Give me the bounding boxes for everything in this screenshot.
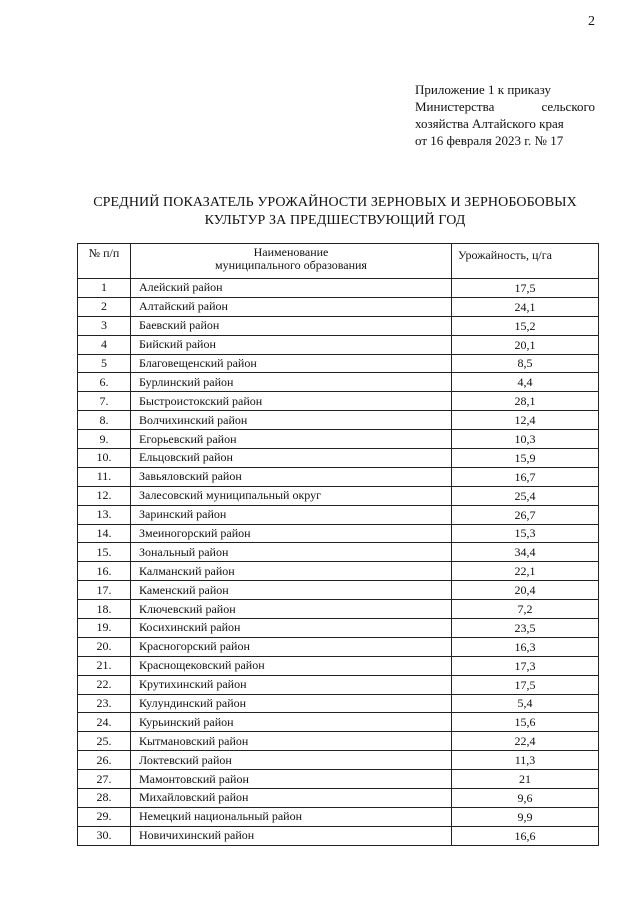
row-yield-value: 7,2 <box>452 600 599 619</box>
table-row <box>78 524 599 543</box>
row-yield-value: 4,4 <box>452 373 599 392</box>
row-district-name: Завьяловский район <box>131 467 452 486</box>
document-title <box>80 194 590 230</box>
row-number: 20. <box>78 637 131 656</box>
row-district-name: Калманский район <box>131 562 452 581</box>
table-row <box>78 279 599 298</box>
row-number: 29. <box>78 807 131 826</box>
page-number: 2 <box>588 14 595 29</box>
row-district-name: Косихинский район <box>131 619 452 638</box>
table-row <box>78 297 599 316</box>
table-row <box>78 751 599 770</box>
row-number: 21. <box>78 656 131 675</box>
row-number: 30. <box>78 826 131 845</box>
row-district-name: Кытмановский район <box>131 732 452 751</box>
row-district-name: Залесовский муниципальный округ <box>131 486 452 505</box>
row-number: 8. <box>78 411 131 430</box>
row-yield-value: 9,6 <box>452 789 599 808</box>
row-number: 24. <box>78 713 131 732</box>
row-yield-value: 17,5 <box>452 279 599 298</box>
title-line-1: СРЕДНИЙ ПОКАЗАТЕЛЬ УРОЖАЙНОСТИ ЗЕРНОВЫХ И ЗЕРНОБОБОВЫХ <box>93 195 577 210</box>
row-number: 26. <box>78 751 131 770</box>
row-yield-value: 5,4 <box>452 694 599 713</box>
row-number: 14. <box>78 524 131 543</box>
row-yield-value: 10,3 <box>452 430 599 449</box>
appendix-note <box>415 81 595 149</box>
row-yield-value: 24,1 <box>452 297 599 316</box>
row-yield-value: 15,6 <box>452 713 599 732</box>
table-row <box>78 770 599 789</box>
row-number: 6. <box>78 373 131 392</box>
row-district-name: Ельцовский район <box>131 449 452 468</box>
row-number: 13. <box>78 505 131 524</box>
row-number: 5 <box>78 354 131 373</box>
table-row <box>78 392 599 411</box>
row-number: 2 <box>78 297 131 316</box>
row-yield-value: 8,5 <box>452 354 599 373</box>
row-number: 17. <box>78 581 131 600</box>
table-row <box>78 373 599 392</box>
row-district-name: Ключевский район <box>131 600 452 619</box>
row-yield-value: 16,7 <box>452 467 599 486</box>
table-row <box>78 543 599 562</box>
header-name-line-1: Наименование <box>253 245 329 259</box>
table-row <box>78 675 599 694</box>
row-yield-value: 17,3 <box>452 656 599 675</box>
row-district-name: Егорьевский район <box>131 430 452 449</box>
row-yield-value: 22,1 <box>452 562 599 581</box>
row-yield-value: 17,5 <box>452 675 599 694</box>
table-row <box>78 826 599 845</box>
row-district-name: Немецкий национальный район <box>131 807 452 826</box>
row-district-name: Красногорский район <box>131 637 452 656</box>
row-number: 28. <box>78 789 131 808</box>
table-row <box>78 637 599 656</box>
row-number: 3 <box>78 316 131 335</box>
table-row <box>78 619 599 638</box>
row-district-name: Заринский район <box>131 505 452 524</box>
row-district-name: Мамонтовский район <box>131 770 452 789</box>
row-number: 9. <box>78 430 131 449</box>
row-yield-value: 21 <box>452 770 599 789</box>
row-district-name: Волчихинский район <box>131 411 452 430</box>
row-number: 16. <box>78 562 131 581</box>
row-number: 23. <box>78 694 131 713</box>
row-district-name: Змеиногорский район <box>131 524 452 543</box>
table-row <box>78 562 599 581</box>
row-district-name: Краснощековский район <box>131 656 452 675</box>
table-row <box>78 581 599 600</box>
row-yield-value: 23,5 <box>452 619 599 638</box>
appendix-line-3: хозяйства Алтайского края <box>415 116 564 131</box>
appendix-line-2-left: Министерства <box>415 99 495 114</box>
row-yield-value: 15,9 <box>452 449 599 468</box>
row-yield-value: 9,9 <box>452 807 599 826</box>
table-row <box>78 430 599 449</box>
row-district-name: Кулундинский район <box>131 694 452 713</box>
row-district-name: Алейский район <box>131 279 452 298</box>
table-row <box>78 732 599 751</box>
row-yield-value: 16,3 <box>452 637 599 656</box>
row-district-name: Быстроистокский район <box>131 392 452 411</box>
row-district-name: Баевский район <box>131 316 452 335</box>
row-district-name: Михайловский район <box>131 789 452 808</box>
appendix-line-4: от 16 февраля 2023 г. № 17 <box>415 133 564 148</box>
row-number: 18. <box>78 600 131 619</box>
row-district-name: Каменский район <box>131 581 452 600</box>
yield-table <box>77 243 599 846</box>
row-number: 10. <box>78 449 131 468</box>
table-row <box>78 449 599 468</box>
row-yield-value: 25,4 <box>452 486 599 505</box>
row-district-name: Зональный район <box>131 543 452 562</box>
header-number: № п/п <box>78 244 131 279</box>
table-row <box>78 789 599 808</box>
header-name-line-2: муниципального образования <box>215 258 367 272</box>
row-yield-value: 20,1 <box>452 335 599 354</box>
row-district-name: Крутихинский район <box>131 675 452 694</box>
row-number: 19. <box>78 619 131 638</box>
table-row <box>78 505 599 524</box>
table-row <box>78 656 599 675</box>
row-number: 27. <box>78 770 131 789</box>
row-yield-value: 28,1 <box>452 392 599 411</box>
title-line-2: КУЛЬТУР ЗА ПРЕДШЕСТВУЮЩИЙ ГОД <box>204 213 466 228</box>
row-yield-value: 16,6 <box>452 826 599 845</box>
table-row <box>78 807 599 826</box>
row-district-name: Курьинский район <box>131 713 452 732</box>
row-number: 7. <box>78 392 131 411</box>
table-row <box>78 486 599 505</box>
row-yield-value: 12,4 <box>452 411 599 430</box>
row-number: 22. <box>78 675 131 694</box>
row-number: 4 <box>78 335 131 354</box>
row-district-name: Новичихинский район <box>131 826 452 845</box>
row-yield-value: 20,4 <box>452 581 599 600</box>
row-district-name: Алтайский район <box>131 297 452 316</box>
row-number: 11. <box>78 467 131 486</box>
appendix-line-2-right: сельского <box>541 99 595 114</box>
table-body <box>78 279 599 846</box>
table-row <box>78 411 599 430</box>
row-district-name: Бийский район <box>131 335 452 354</box>
row-yield-value: 15,3 <box>452 524 599 543</box>
table-header-row <box>78 244 599 279</box>
table-row <box>78 600 599 619</box>
row-district-name: Благовещенский район <box>131 354 452 373</box>
row-yield-value: 11,3 <box>452 751 599 770</box>
row-yield-value: 34,4 <box>452 543 599 562</box>
row-district-name: Локтевский район <box>131 751 452 770</box>
appendix-line-2 <box>415 98 595 115</box>
row-district-name: Бурлинский район <box>131 373 452 392</box>
table-row <box>78 354 599 373</box>
table-row <box>78 713 599 732</box>
table-row <box>78 316 599 335</box>
row-number: 1 <box>78 279 131 298</box>
table-row <box>78 694 599 713</box>
row-yield-value: 15,2 <box>452 316 599 335</box>
header-yield: Урожайность, ц/га <box>452 244 599 279</box>
table-row <box>78 467 599 486</box>
row-number: 15. <box>78 543 131 562</box>
row-yield-value: 22,4 <box>452 732 599 751</box>
header-name <box>131 244 452 279</box>
row-number: 25. <box>78 732 131 751</box>
row-yield-value: 26,7 <box>452 505 599 524</box>
appendix-line-1: Приложение 1 к приказу <box>415 82 552 97</box>
row-number: 12. <box>78 486 131 505</box>
table-row <box>78 335 599 354</box>
